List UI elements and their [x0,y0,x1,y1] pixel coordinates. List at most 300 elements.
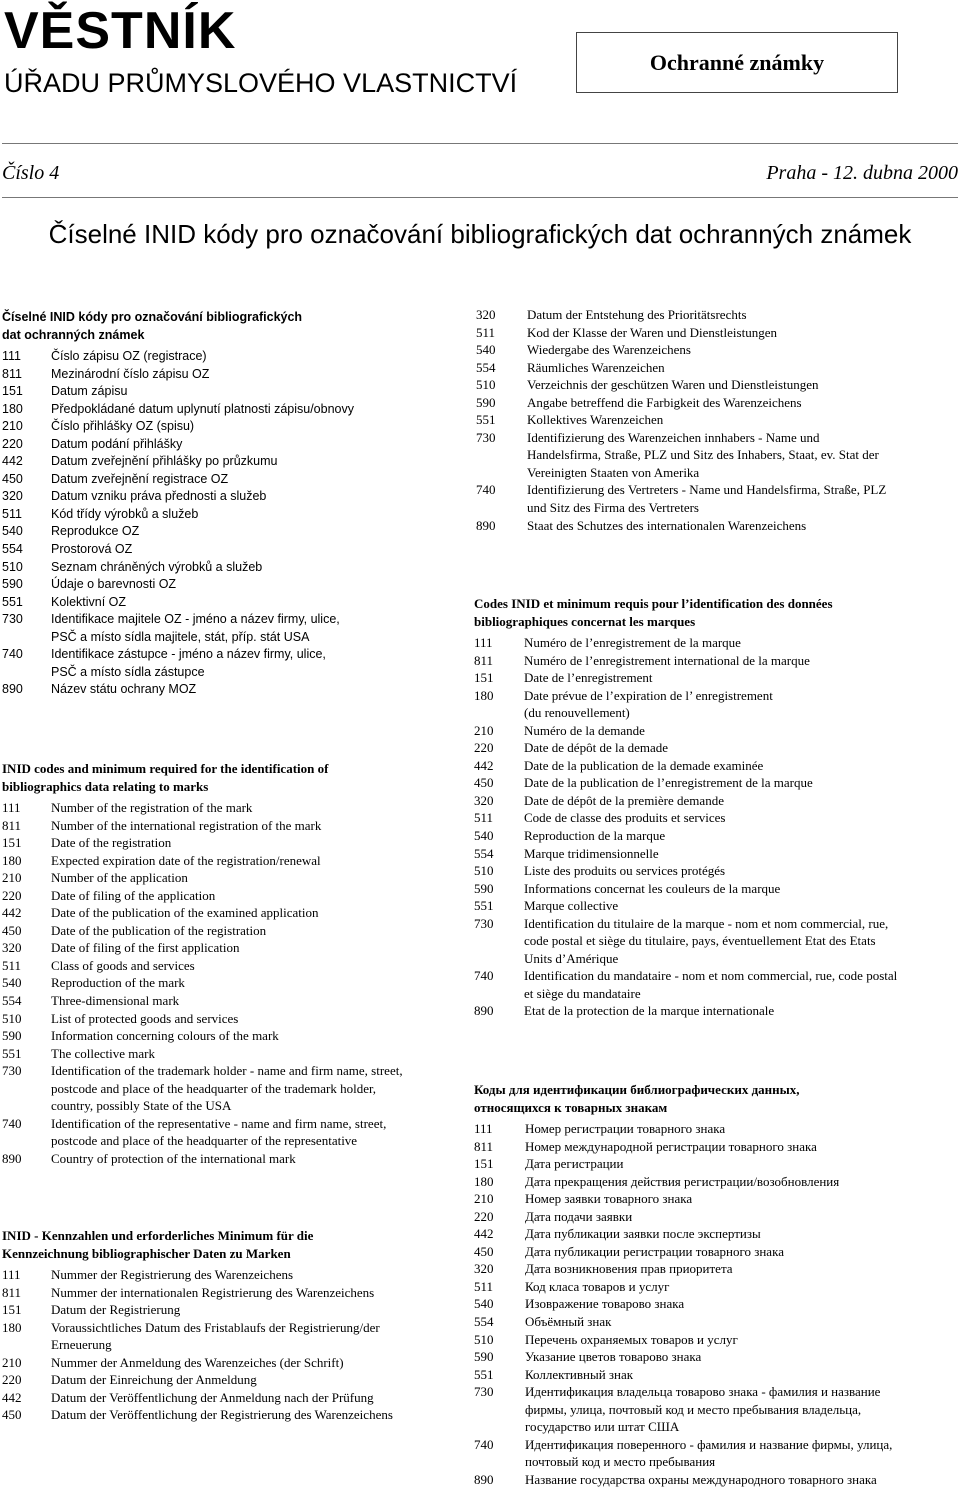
code-description [524,1002,924,1020]
code-list [2,1266,432,1424]
code-entry [2,488,407,506]
code-entry [474,897,924,915]
inid-code: 320 [474,1261,494,1277]
code-entry [476,376,916,394]
description-line: Дата подачи заявки [525,1208,633,1224]
code-entry [474,1313,934,1331]
description-line: Numéro de la demande [524,722,645,738]
inid-code: 450 [2,922,22,938]
inid-code: 540 [2,975,22,991]
inid-code: 180 [2,401,23,416]
description-line: Název státu ochrany MOZ [51,682,197,697]
description-line: PSČ a místo sídla majitele, stát, příp. stát USA [51,629,310,644]
code-entry [476,394,916,412]
description-line: Объёмный знак [525,1314,612,1330]
inid-code: 811 [2,1284,22,1300]
code-description [51,471,407,489]
code-entry [2,523,407,541]
section-heading [2,760,432,795]
description-line: Номер заявки товарного знака [525,1191,693,1207]
description-line: Коллективный знак [525,1366,634,1382]
code-entry [474,792,924,810]
inid-code: 890 [476,517,496,533]
code-description [524,774,924,792]
code-entry [2,799,432,817]
description-line: Дата публикации заявки после экспертизы [525,1226,761,1242]
description-line: почтовый код и место пребывания [525,1454,716,1470]
description-line: Указание цветов товарово знака [525,1349,702,1365]
description-line: Etat de la protection de la marque internationale [524,1003,775,1019]
description-line: Дата возникновения прав приоритета [525,1261,733,1277]
code-description [527,429,916,482]
description-line: Reproduction de la marque [524,828,666,844]
german-codes-section [2,1227,432,1424]
description-line: Номер регистрации товарного знака [525,1121,726,1136]
description-line: Datum der Veröffentlichung der Registrierung des Warenzeichens [51,1407,393,1423]
french-codes-section [474,595,924,1020]
description-line: Date of the registration [51,835,172,851]
code-description [51,1301,432,1319]
code-entry [474,1278,934,1296]
inid-code: 511 [474,1278,494,1294]
code-entry [474,1190,934,1208]
code-entry [2,1115,432,1150]
code-entry [474,757,924,775]
description-line: Údaje o barevnosti OZ [51,577,177,592]
code-entry [476,324,916,342]
code-description [524,880,924,898]
description-line: Units d’Amérique [524,950,619,966]
code-description [525,1278,934,1296]
code-entry [474,1295,934,1313]
description-line: Date of filing of the application [51,887,216,903]
code-description [51,523,407,541]
code-description [51,1010,432,1028]
inid-code: 740 [2,1115,22,1131]
description-line: Datum der Entstehung des Prioritätsrechts [527,307,747,322]
description-line: Reproduction of the mark [51,975,185,991]
code-description [527,481,916,516]
code-description [524,739,924,757]
description-line: Identifikace zástupce - jméno a název firmy, ulice, [51,647,326,662]
inid-code: 590 [2,577,23,592]
section-heading [474,595,924,630]
code-entry [474,739,924,757]
description-line: Идентификация владельца товарово знака - фамилия и название [525,1384,881,1400]
inid-code: 511 [476,324,496,340]
inid-code: 442 [474,757,494,773]
code-description [51,869,432,887]
code-entry [2,922,432,940]
code-description [525,1331,934,1349]
code-description [525,1173,934,1191]
inid-code: 540 [474,828,494,844]
code-description [527,341,916,359]
code-entry [476,481,916,516]
code-description [527,324,916,342]
inid-code: 554 [2,993,22,1009]
description-line: und Sitz des Firma des Vertreters [527,500,699,516]
description-line: Дата публикации регистрации товарного знака [525,1243,784,1259]
description-line: Identification of the representative - name and firm name, street, [51,1115,387,1131]
code-entry [2,1010,432,1028]
code-entry [2,1389,432,1407]
code-description [525,1348,934,1366]
code-description [51,1266,432,1284]
code-description [525,1366,934,1384]
description-line: Reprodukce OZ [51,524,140,539]
description-line: Nummer der internationalen Registrierung des Warenzeichens [51,1284,375,1300]
description-line: Verzeichnis der geschützen Waren und Dienstleistungen [527,377,819,393]
inid-code: 450 [474,1243,494,1259]
description-line: Staat des Schutzes des internationalen Warenzeichens [527,517,807,533]
inid-code: 554 [474,845,494,861]
code-description [51,1389,432,1407]
code-description [51,1150,432,1168]
code-description [51,559,407,577]
inid-code: 220 [2,887,22,903]
inid-code: 510 [474,863,494,879]
description-line: Datum vzniku práva přednosti a služeb [51,489,267,504]
description-line: The collective mark [51,1045,155,1061]
inid-code: 740 [474,968,494,984]
code-description [525,1208,934,1226]
code-entry [474,634,924,652]
description-line: Identifikace majitele OZ - jméno a název firmy, ulice, [51,612,340,627]
code-entry [2,834,432,852]
code-entry [2,383,407,401]
description-line: Class of goods and services [51,957,195,973]
code-entry [474,1331,934,1349]
code-entry [2,436,407,454]
code-description [527,517,916,535]
code-description [524,722,924,740]
description-line: Mezinárodní číslo zápisu OZ [51,366,210,381]
description-line: Datum podání přihlášky [51,436,183,451]
description-line: Date de dépôt de la première demande [524,792,724,808]
description-line: Wiedergabe des Warenzeichens [527,342,691,358]
inid-code: 890 [474,1471,494,1487]
inid-code: 151 [2,1302,22,1318]
inid-code: 551 [476,412,496,428]
code-entry [476,429,916,482]
inid-code: 151 [2,384,23,399]
inid-code: 890 [2,1150,22,1166]
code-entry [2,401,407,419]
description-line: Numéro de l’enregistrement international de la marque [524,652,810,668]
code-entry [2,594,407,612]
code-entry [474,1225,934,1243]
code-entry [474,967,924,1002]
issue-number: Číslo 4 [2,162,60,184]
code-description [524,792,924,810]
description-line: Prostorová OZ [51,542,133,557]
inid-code: 811 [474,652,494,668]
code-description [527,394,916,412]
code-entry [2,576,407,594]
code-description [51,1406,432,1424]
code-description [525,1243,934,1261]
inid-code: 740 [476,482,496,498]
description-line: Date de la publication de la demade examinée [524,757,764,773]
description-line: Kód třídy výrobků a služeb [51,506,199,521]
code-description [525,1436,934,1471]
description-line: Räumliches Warenzeichen [527,359,665,375]
code-list [2,799,432,1167]
inid-code: 554 [476,359,496,375]
code-description [525,1313,934,1331]
inid-code: 151 [474,1156,494,1172]
description-line: Название государства охраны международного товарного знака [525,1471,877,1487]
code-description [51,646,407,681]
code-entry [474,722,924,740]
bulletin-subtitle: ÚŘADU PRŮMYSLOVÉHO VLASTNICTVÍ [4,68,518,98]
header-divider [2,143,958,144]
description-line: country, possibly State of the USA [51,1098,232,1114]
description-line: Datum der Registrierung [51,1302,181,1318]
english-codes-section [2,760,432,1167]
code-description [51,974,432,992]
inid-code: 551 [2,1045,22,1061]
code-description [527,306,916,324]
code-description [525,1138,934,1156]
description-line: фирмы, улица, почтовый код и место пребывания владельца, [525,1401,862,1417]
code-description [525,1383,934,1436]
code-entry [474,809,924,827]
description-line: PSČ a místo sídla zástupce [51,664,205,679]
code-entry [474,880,924,898]
description-line: Angabe betreffend die Farbigkeit des Warenzeichens [527,394,802,410]
inid-code: 590 [2,1028,22,1044]
code-entry [2,1045,432,1063]
description-line: Three-dimensional mark [51,993,180,1009]
german-codes-continued [476,306,916,534]
code-description [51,366,407,384]
code-entry [474,1436,934,1471]
code-entry [474,687,924,722]
code-entry [2,1266,432,1284]
code-description [51,401,407,419]
description-line: Datum zveřejnění registrace OZ [51,471,229,486]
description-line: Code de classe des produits et services [524,810,726,826]
code-description [51,348,407,366]
code-entry [2,646,407,681]
section-label: Ochranné známky [649,49,825,75]
code-entry [476,411,916,429]
description-line: Date of filing of the first application [51,940,240,956]
description-line: Seznam chráněných výrobků a služeb [51,559,263,574]
description-line: Дата регистрации [525,1156,624,1172]
description-line: Номер международной регистрации товарного знака [525,1138,817,1154]
inid-code: 811 [474,1138,494,1154]
description-line: Date de la publication de l’enregistrement de la marque [524,775,813,791]
inid-code: 111 [2,800,21,815]
inid-code: 511 [2,957,22,973]
code-description [51,904,432,922]
inid-code: 811 [2,817,22,833]
code-entry [2,852,432,870]
code-description [51,1354,432,1372]
description-line: Číslo přihlášky OZ (spisu) [51,419,195,434]
code-entry [2,904,432,922]
inid-code: 442 [2,454,23,469]
inid-code: 510 [2,559,23,574]
inid-code: 180 [2,852,22,868]
code-entry [2,1301,432,1319]
code-entry [474,652,924,670]
code-description [51,1319,432,1354]
description-line: Datum zápisu [51,384,128,399]
code-entry [474,915,924,968]
inid-code: 320 [476,307,496,322]
description-line: Liste des produits ou services protégés [524,863,726,879]
code-description [51,817,432,835]
description-line: (du renouvellement) [524,705,630,721]
code-entry [474,1260,934,1278]
code-description [51,506,407,524]
issue-divider [2,197,958,198]
description-line: Kolektivní OZ [51,594,127,609]
inid-code: 740 [474,1436,494,1452]
description-line: Číslo zápisu OZ (registrace) [51,349,207,363]
inid-code: 551 [474,898,494,914]
code-entry [2,957,432,975]
code-description [51,488,407,506]
code-description [525,1295,934,1313]
code-entry [474,1471,934,1489]
inid-code: 890 [474,1003,494,1019]
code-description [51,611,407,646]
code-entry [476,306,916,324]
code-description [525,1260,934,1278]
description-line: code postal et siège du titulaire, pays, éventuellement Etat des Etats [524,933,876,949]
inid-code: 210 [474,722,494,738]
description-line: Number of the international registration of the mark [51,817,322,833]
inid-code: 590 [476,394,496,410]
description-line: Vereinigten Staaten von Amerika [527,464,700,480]
code-entry [2,453,407,471]
inid-code: 590 [474,1349,494,1365]
code-description [51,383,407,401]
code-entry [474,862,924,880]
code-description [51,1027,432,1045]
code-description [525,1120,934,1138]
inid-code: 320 [2,489,23,504]
inid-code: 511 [474,810,494,826]
code-description [51,1115,432,1150]
description-line: Number of the registration of the mark [51,800,253,815]
inid-code: 730 [476,429,496,445]
inid-code: 180 [474,1173,494,1189]
code-entry [474,1120,934,1138]
code-entry [2,939,432,957]
inid-code: 220 [474,1208,494,1224]
czech-codes-section [2,309,407,699]
code-description [524,897,924,915]
inid-code: 220 [2,1372,22,1388]
code-entry [474,1208,934,1226]
section-heading-line: Codes INID et minimum requis pour l’identification des données [474,596,833,611]
description-line: Numéro de l’enregistrement de la marque [524,635,741,650]
inid-code: 111 [474,635,493,650]
description-line: Datum der Veröffentlichung der Anmeldung nach der Prüfung [51,1389,374,1405]
code-description [51,922,432,940]
description-line: Number of the application [51,870,188,886]
russian-codes-section [474,1081,934,1488]
inid-code: 811 [2,366,22,381]
code-description [51,799,432,817]
code-entry [2,541,407,559]
description-line: postcode and place of the headquarter of the representative [51,1133,358,1149]
description-line: Date de dépôt de la demade [524,740,669,756]
code-entry [2,817,432,835]
code-entry [474,669,924,687]
inid-code: 210 [474,1191,494,1207]
inid-code: 511 [2,506,22,521]
code-description [524,652,924,670]
inid-code: 442 [474,1226,494,1242]
description-line: Datum zveřejnění přihlášky po průzkumu [51,454,278,469]
inid-code: 551 [2,594,23,609]
code-entry [2,1027,432,1045]
description-line: Erneuerung [51,1337,112,1353]
code-entry [2,611,407,646]
code-description [524,967,924,1002]
description-line: Identifizierung des Vertreters - Name und Handelsfirma, Straße, PLZ [527,482,887,498]
code-entry [474,774,924,792]
code-description [524,827,924,845]
inid-code: 510 [476,377,496,393]
inid-code: 590 [474,880,494,896]
code-description [51,1062,432,1115]
code-entry [476,517,916,535]
code-description [51,541,407,559]
code-description [51,436,407,454]
description-line: Information concerning colours of the mark [51,1028,279,1044]
inid-code: 111 [2,1267,21,1282]
description-line: Идентификация поверенного - фамилия и название фирмы, улица, [525,1436,893,1452]
description-line: Voraussichtliches Datum des Fristablaufs der Registrierung/der [51,1319,380,1335]
code-description [525,1155,934,1173]
inid-code: 740 [2,647,23,662]
section-heading-line: Коды для идентификации библиографических данных, [474,1082,800,1097]
code-entry [2,1150,432,1168]
section-heading [2,309,407,344]
code-entry [2,887,432,905]
inid-code: 111 [2,349,22,363]
code-description [51,681,407,699]
inid-code: 151 [2,835,22,851]
code-list [476,306,916,534]
code-description [51,887,432,905]
inid-code: 180 [474,687,494,703]
code-list [474,634,924,1020]
inid-code: 730 [474,1384,494,1400]
inid-code: 450 [2,1407,22,1423]
description-line: Kollektives Warenzeichen [527,412,664,428]
inid-code: 180 [2,1319,22,1335]
section-heading [2,1227,432,1262]
code-entry [2,681,407,699]
inid-code: 540 [474,1296,494,1312]
inid-code: 442 [2,1389,22,1405]
inid-code: 450 [2,471,23,486]
description-line: Дата прекращения действия регистрации/возобновления [525,1173,840,1189]
code-description [525,1190,934,1208]
code-entry [474,1366,934,1384]
inid-code: 890 [2,682,23,697]
code-description [51,1284,432,1302]
